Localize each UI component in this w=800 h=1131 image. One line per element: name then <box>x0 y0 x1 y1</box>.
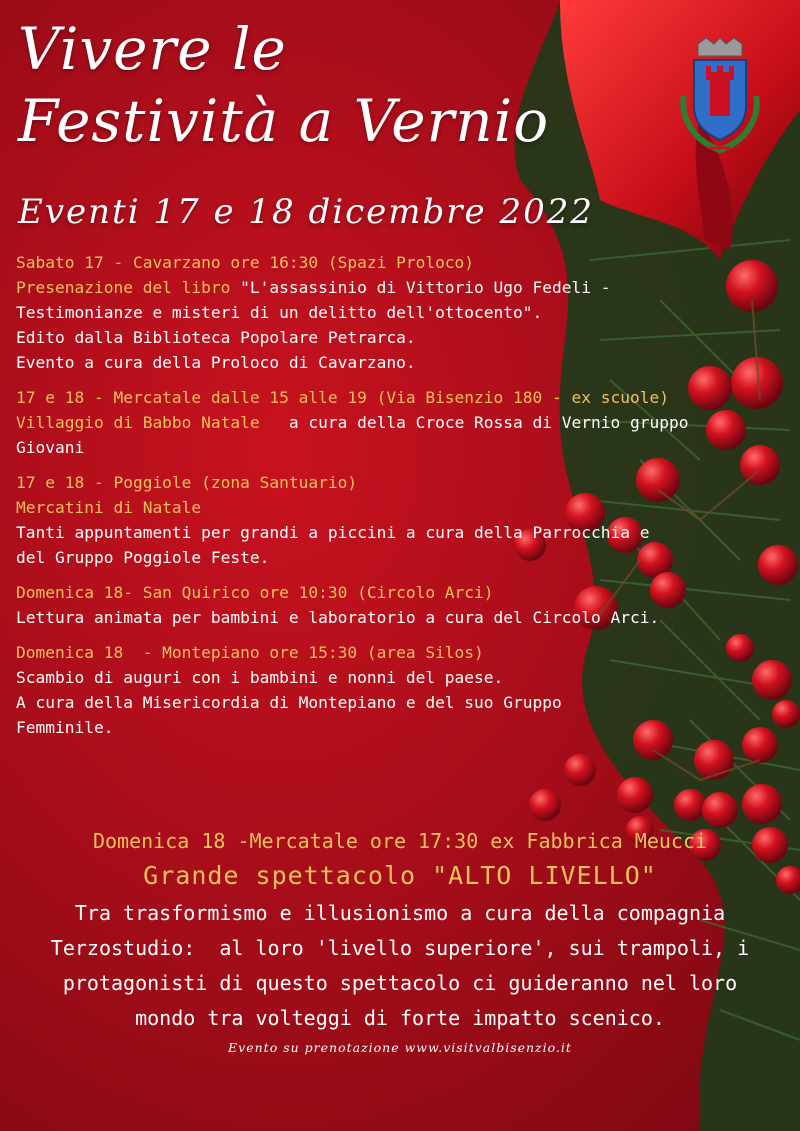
event-heading: 17 e 18 - Poggiole (zona Santuario) <box>16 473 358 492</box>
booking-note: Evento su prenotazione www.visitvalbisenzio.it <box>228 1040 572 1055</box>
event-label: Mercatini di Natale <box>16 498 202 517</box>
featured-description-line: mondo tra volteggi di forte impatto scenico. <box>135 1006 665 1030</box>
event-label: Villaggio di Babbo Natale <box>16 413 260 432</box>
event-poggiole <box>16 470 786 570</box>
event-cavarzano <box>16 250 786 375</box>
event-text: Scambio di auguri con i bambini e nonni del paese. <box>16 668 504 687</box>
featured-description-line: protagonisti di questo spettacolo ci guideranno nel loro <box>62 971 738 995</box>
event-text: Testimonianze e misteri di un delitto dell'ottocento". <box>16 303 543 322</box>
event-heading: Domenica 18- San Quirico ore 10:30 (Circolo Arci) <box>16 583 494 602</box>
event-mercatale <box>16 385 786 460</box>
event-text: A cura della Misericordia di Montepiano e del suo Gruppo <box>16 693 562 712</box>
featured-description-line: Tra trasformismo e illusionismo a cura della compagnia <box>74 901 726 925</box>
event-montepiano <box>16 640 786 740</box>
featured-title: Grande spettacolo "ALTO LIVELLO" <box>143 861 657 890</box>
event-san-quirico <box>16 580 786 630</box>
event-text: Femminile. <box>16 718 114 737</box>
event-text: Tanti appuntamenti per grandi a piccini a cura della Parrocchia e <box>16 523 650 542</box>
featured-description-line: Terzostudio: al loro 'livello superiore', sui trampoli, i <box>50 936 750 960</box>
title-line-2: Festività a Vernio <box>18 87 550 155</box>
event-text: del Gruppo Poggiole Feste. <box>16 548 270 567</box>
title-line-1: Vivere le <box>18 15 287 83</box>
event-dates-subtitle: Eventi 17 e 18 dicembre 2022 <box>18 192 594 232</box>
featured-event <box>0 826 800 1055</box>
event-text: "L'assassinio di Vittorio Ugo Fedeli - <box>230 278 611 297</box>
event-text: a cura della Croce Rossa di Vernio gruppo <box>259 413 689 432</box>
event-text: Evento a cura della Proloco di Cavarzano. <box>16 353 416 372</box>
event-heading: Sabato 17 - Cavarzano ore 16:30 (Spazi Proloco) <box>16 253 475 272</box>
coat-of-arms-icon <box>672 36 768 156</box>
events-list <box>16 250 786 750</box>
event-heading: 17 e 18 - Mercatale dalle 15 alle 19 (Via Bisenzio 180 - ex scuole) <box>16 388 669 407</box>
event-label: Presenazione del libro <box>16 278 231 297</box>
event-text: Edito dalla Biblioteca Popolare Petrarca. <box>16 328 416 347</box>
event-text: Giovani <box>16 438 85 457</box>
event-heading: Domenica 18 - Montepiano ore 15:30 (area Silos) <box>16 643 484 662</box>
event-text: Lettura animata per bambini e laboratorio a cura del Circolo Arci. <box>16 608 660 627</box>
featured-heading: Domenica 18 -Mercatale ore 17:30 ex Fabbrica Meucci <box>92 829 708 853</box>
